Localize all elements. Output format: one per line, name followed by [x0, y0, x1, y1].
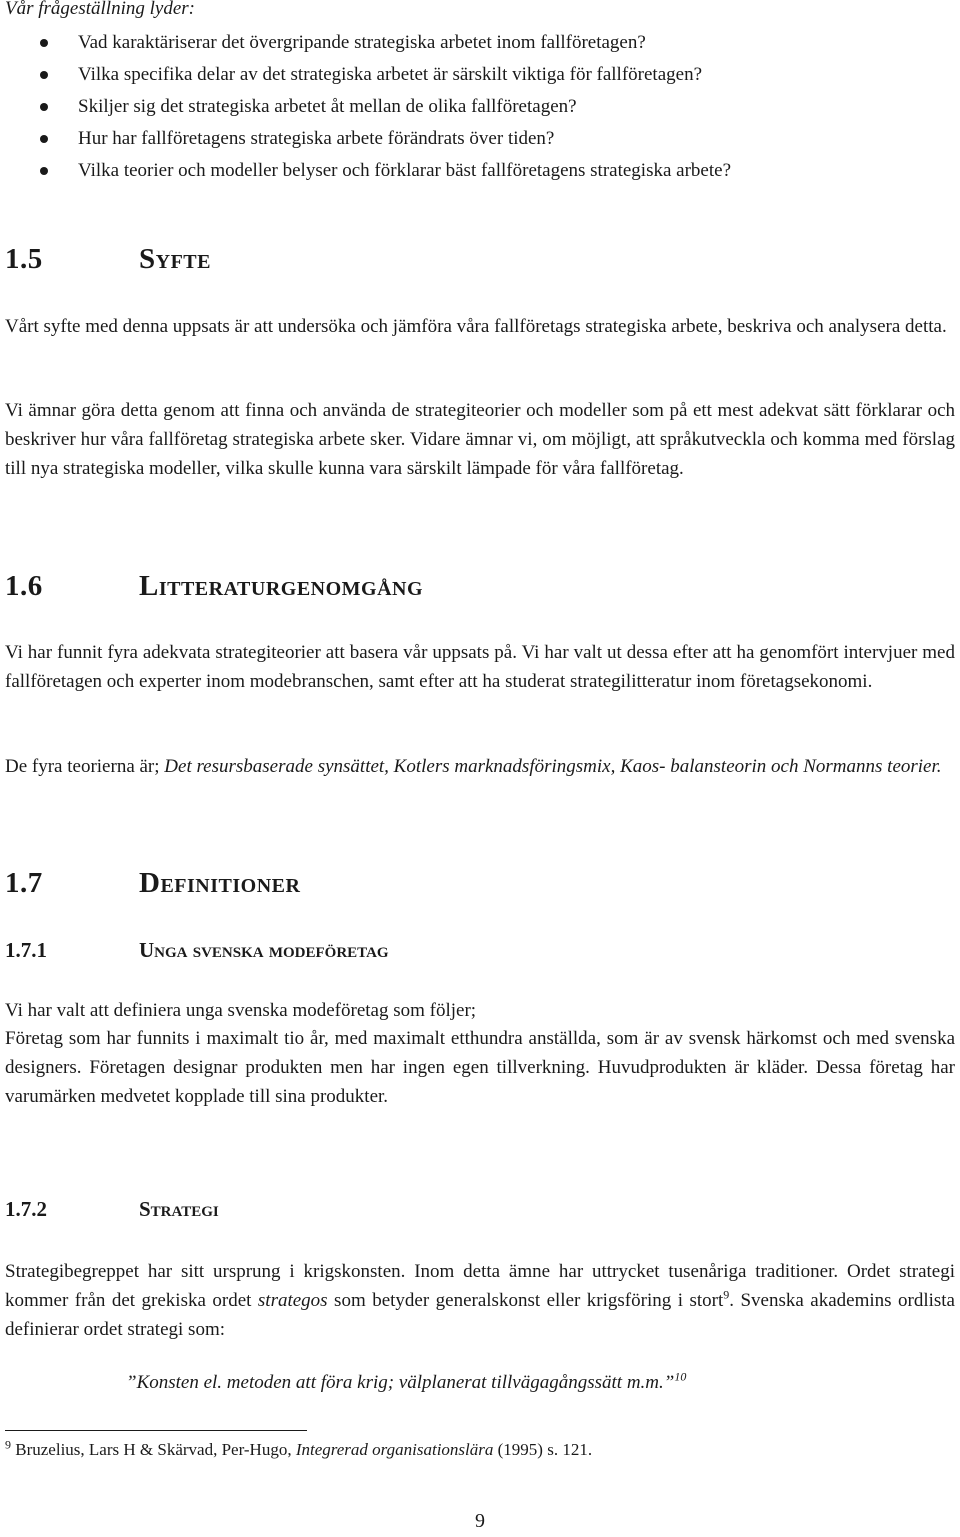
- bullet-icon: [40, 103, 48, 111]
- question-list: [0, 27, 940, 187]
- footnote-ref-10: 10: [674, 1369, 687, 1384]
- litteratur-paragraph-2: [5, 752, 955, 781]
- subsection-title: Strategi: [139, 1197, 219, 1221]
- footnote-authors: Bruzelius, Lars H & Skärvad, Per-Hugo,: [11, 1440, 296, 1459]
- section-title: Litteraturgenomgång: [139, 570, 424, 602]
- section-heading-litteratur: [5, 570, 423, 603]
- list-item: [0, 123, 940, 155]
- list-item: [0, 155, 940, 187]
- theories-list: Det resursbaserade synsättet, Kotlers marknadsföringsmix, Kaos- balansteorin och Normanns teorier.: [164, 756, 942, 777]
- strategi-text-a: Strategibegreppet har sitt ursprung i krigskonsten. Inom detta ämne har uttrycket tusenåriga traditioner. Ordet strategi kommer från det grekiska ordet: [5, 1261, 955, 1311]
- syfte-paragraph-1: Vårt syfte med denna uppsats är att undersöka och jämföra våra fallföretags strategiska arbete, beskriva och analysera detta.: [5, 316, 947, 337]
- bullet-icon: [40, 71, 48, 79]
- footnote-number: 9: [5, 1437, 11, 1452]
- syfte-paragraph-2: Vi ämnar göra detta genom att finna och använda de strategiteorier och modeller som på ett mest adekvat sätt förklarar och beskriver hur våra fallföretag strategiska arbete sker. Vidare ämnar vi, om möjligt, att språkutveckla och komma med förslag till nya strategiska modeller, vilka skulle kunna vara särskilt lämpade för våra fallföretag.: [5, 400, 955, 479]
- theories-intro: De fyra teorierna är;: [5, 756, 165, 777]
- section-number: 1.5: [5, 243, 43, 275]
- question-text: Vilka teorier och modeller belyser och förklarar bäst fallföretagens strategiska arbete?: [78, 160, 732, 181]
- subsection-heading-unga: [5, 938, 389, 963]
- bullet-icon: [40, 39, 48, 47]
- unga-paragraph-1: Vi har valt att definiera unga svenska modeföretag som följer;: [5, 1000, 477, 1021]
- footnote-year: (1995) s. 121.: [493, 1440, 593, 1459]
- section-title: Syfte: [139, 243, 211, 275]
- bullet-icon: [40, 135, 48, 143]
- question-text: Vad karaktäriserar det övergripande strategiska arbetet inom fallföretagen?: [78, 32, 646, 53]
- strategi-text-c: . Svenska akademins ordlista definierar ordet strategi som:: [5, 1290, 955, 1340]
- footnote-ref-9: 9: [723, 1287, 730, 1302]
- subsection-number: 1.7.1: [5, 938, 47, 962]
- subsection-title: Unga svenska modeföretag: [139, 938, 389, 962]
- footnote-separator: [5, 1430, 307, 1431]
- page-number: 9: [475, 1510, 485, 1532]
- list-item: [0, 59, 940, 91]
- litteratur-paragraph-1: Vi har funnit fyra adekvata strategiteorier att basera vår uppsats på. Vi har valt ut dessa efter att ha genomfört intervjuer med fallföretagen och experter inom modebranschen, samt efter att ha studerat strategilitteratur inom företagsekonomi.: [5, 642, 955, 692]
- footnote: [5, 1437, 593, 1460]
- question-text: Vilka specifika delar av det strategiska arbetet är särskilt viktiga för fallföretagen?: [78, 64, 703, 85]
- question-intro: Vår frågeställning lyder:: [5, 0, 195, 19]
- question-text: Hur har fallföretagens strategiska arbete förändrats över tiden?: [78, 128, 555, 149]
- strategi-paragraph-1: [5, 1257, 955, 1344]
- definition-quote: [126, 1369, 687, 1394]
- subsection-number: 1.7.2: [5, 1197, 47, 1221]
- quote-text: ”Konsten el. metoden att föra krig; välplanerat tillvägagångssätt m.m.”: [126, 1372, 675, 1393]
- section-number: 1.6: [5, 570, 43, 602]
- section-heading-definitioner: [5, 867, 300, 900]
- section-title: Definitioner: [139, 867, 301, 899]
- footnote-title: Integrerad organisationslära: [295, 1440, 494, 1459]
- subsection-heading-strategi: [5, 1197, 219, 1222]
- question-text: Skiljer sig det strategiska arbetet åt mellan de olika fallföretagen?: [78, 96, 577, 117]
- section-heading-syfte: [5, 243, 211, 276]
- bullet-icon: [40, 167, 48, 175]
- section-number: 1.7: [5, 867, 43, 899]
- unga-paragraph-2: Företag som har funnits i maximalt tio år, med maximalt etthundra anställda, som är av svensk härkomst och med svenska designers. Företagen designar produkten men har ingen egen tillverkning. Huvudprodukten är kläder. Dessa företag har varumärken medvetet kopplade till sina produkter.: [5, 1028, 955, 1107]
- strategi-text-b: som betyder generalskonst eller krigsföring i stort: [327, 1290, 724, 1311]
- list-item: [0, 27, 940, 59]
- list-item: [0, 91, 940, 123]
- strategos-term: strategos: [257, 1290, 328, 1311]
